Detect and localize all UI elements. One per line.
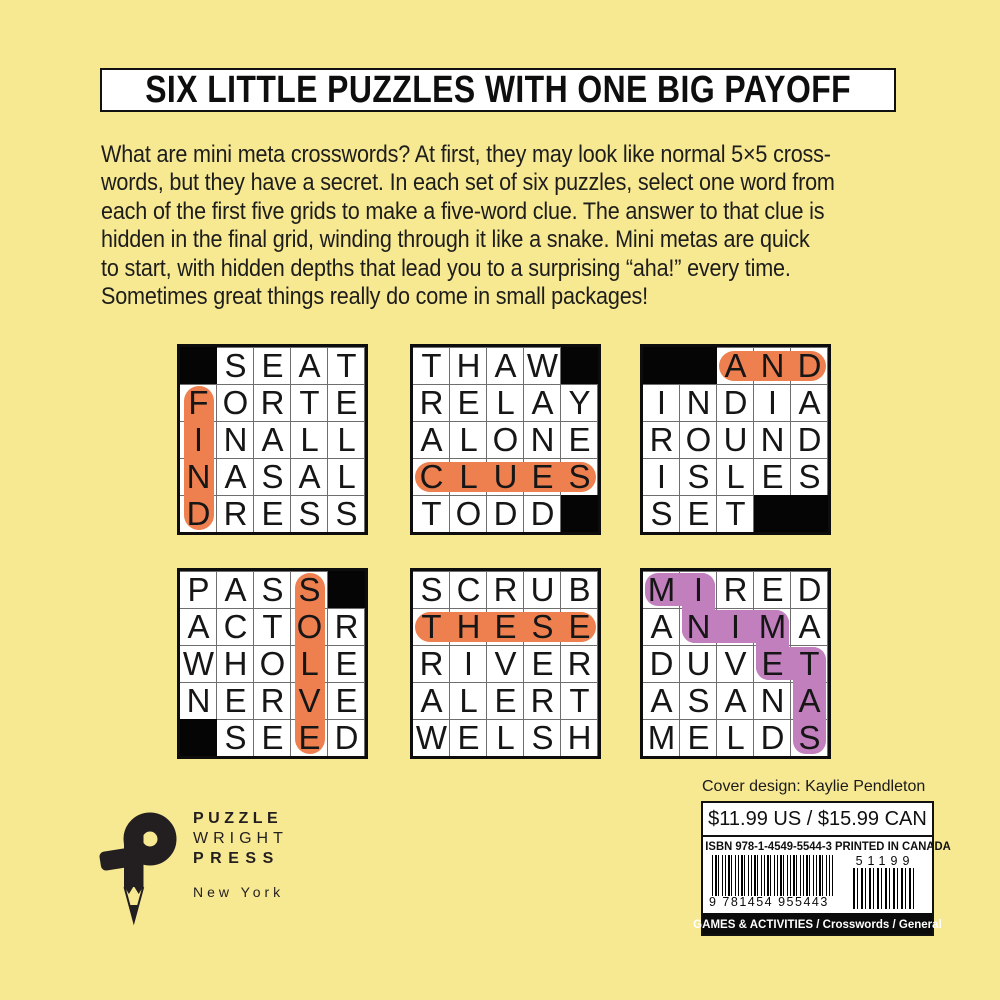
grid-letter: D [797, 346, 822, 384]
grid-letter: E [494, 681, 517, 719]
grid-letter: N [186, 457, 211, 495]
grid-letter: A [298, 457, 321, 495]
grid-letter: S [224, 346, 247, 384]
grid-letter: A [494, 346, 517, 384]
addon-barcode-digits: 51199 [855, 854, 915, 868]
grid-letter: H [567, 718, 592, 756]
grid-letter: O [455, 494, 482, 532]
grid-letter: A [420, 420, 443, 458]
grid-letter: O [222, 383, 249, 421]
grid-letter: E [335, 383, 358, 421]
grid-letter: O [259, 644, 286, 682]
grid-letter: L [337, 457, 356, 495]
grid-letter: L [459, 457, 478, 495]
grid-letter: R [567, 644, 592, 682]
grid-letter: A [798, 681, 821, 719]
grid-letter: O [685, 420, 712, 458]
grid-letter: E [531, 644, 554, 682]
grid-letter: E [457, 718, 480, 756]
grid-letter: P [187, 570, 210, 608]
grid-letter: N [760, 420, 785, 458]
grid-letter: W [526, 346, 559, 384]
grid-letter: A [724, 681, 747, 719]
grid-letter: T [569, 681, 590, 719]
grid-letter: I [656, 383, 667, 421]
publisher-name-line2: WRIGHT [193, 830, 288, 847]
publisher-name-line1: PUZZLE [193, 810, 283, 827]
crossword-grid-1 [177, 344, 368, 535]
publisher-city: New York [193, 884, 285, 900]
grid-letter: H [223, 644, 248, 682]
pencil-p-logo-icon [98, 797, 188, 927]
black-square [643, 347, 680, 384]
grid-letter: S [420, 570, 443, 608]
grid-letter: A [531, 383, 554, 421]
grid-letter: L [496, 718, 515, 756]
grid-letter: A [224, 570, 247, 608]
grid-letter: D [760, 718, 785, 756]
grid-letter: S [335, 494, 358, 532]
grid-letter: I [767, 383, 778, 421]
grid-letter: E [261, 718, 284, 756]
grid-letter: E [687, 718, 710, 756]
grid-letter: D [797, 420, 822, 458]
grid-letter: T [421, 607, 442, 645]
grid-letter: E [531, 457, 554, 495]
grid-letter: A [724, 346, 747, 384]
grid-letter: I [730, 607, 741, 645]
grid-letter: R [223, 494, 248, 532]
grid-letter: R [649, 420, 674, 458]
grid-letter: R [530, 681, 555, 719]
grid-letter: A [298, 346, 321, 384]
grid-letter: E [761, 644, 784, 682]
intro-line: words, but they have a secret. In each set of six puzzles, select one word from [101, 169, 835, 197]
grid-letter: B [568, 570, 591, 608]
grid-letter: N [186, 681, 211, 719]
grid-letter: A [650, 607, 673, 645]
grid-letter: E [261, 346, 284, 384]
grid-letter: A [650, 681, 673, 719]
grid-letter: E [224, 681, 247, 719]
grid-letter: N [686, 607, 711, 645]
grid-letter: Y [568, 383, 591, 421]
grid-letter: F [188, 383, 209, 421]
black-square [754, 495, 791, 532]
grid-letter: A [187, 607, 210, 645]
black-square [680, 347, 717, 384]
grid-letter: M [647, 570, 676, 608]
intro-line: each of the first five grids to make a five-word clue. The answer to that clue is [101, 197, 825, 225]
grid-letter: S [687, 457, 710, 495]
grid-letter: T [336, 346, 357, 384]
crossword-grid-3 [640, 344, 831, 535]
grid-letter: I [693, 570, 704, 608]
black-square [791, 495, 828, 532]
grid-letter: L [300, 420, 319, 458]
grid-letter: R [419, 383, 444, 421]
grid-letter: U [723, 420, 748, 458]
price-text: $11.99 US / $15.99 CAN [703, 803, 932, 837]
grid-letter: I [463, 644, 474, 682]
grid-letter: S [531, 718, 554, 756]
title-banner [100, 68, 896, 112]
grid-letter: T [421, 346, 442, 384]
grid-letter: O [296, 607, 323, 645]
grid-letter: D [797, 570, 822, 608]
grid-letter: C [419, 457, 444, 495]
grid-letter: C [223, 607, 248, 645]
publisher-name-line3: PRESS [193, 850, 280, 867]
grid-letter: A [261, 420, 284, 458]
price-barcode-box [693, 801, 951, 936]
grid-letter: S [568, 457, 591, 495]
grid-letter: A [798, 383, 821, 421]
intro-paragraph [101, 141, 911, 311]
grid-letter: E [687, 494, 710, 532]
intro-line: What are mini meta crosswords? At first, they may look like normal 5×5 cross- [101, 141, 831, 168]
grid-letter: N [760, 346, 785, 384]
grid-letter: T [799, 644, 820, 682]
grid-letter: L [459, 420, 478, 458]
grid-letter: E [261, 494, 284, 532]
grid-letter: T [421, 494, 442, 532]
grid-letter: H [456, 607, 481, 645]
crossword-grid-2 [410, 344, 601, 535]
black-square [561, 495, 598, 532]
grid-letter: A [798, 607, 821, 645]
category-text: GAMES & ACTIVITIES / Crosswords / General [693, 916, 942, 931]
grid-letter: H [456, 346, 481, 384]
grid-letter: N [686, 383, 711, 421]
intro-line: hidden in the final grid, winding through it like a snake. Mini metas are quick [101, 226, 810, 254]
black-square [180, 347, 217, 384]
isbn-text: ISBN 978-1-4549-5544-3 PRINTED IN CANADA [705, 841, 951, 853]
grid-letter: S [298, 570, 321, 608]
grid-letter: L [337, 420, 356, 458]
grid-letter: N [760, 681, 785, 719]
grid-letter: R [419, 644, 444, 682]
grid-letter: I [193, 420, 204, 458]
grid-letter: E [568, 420, 591, 458]
grid-letter: D [649, 644, 674, 682]
black-square [180, 719, 217, 756]
grid-letter: E [335, 681, 358, 719]
grid-letter: E [457, 383, 480, 421]
grid-letter: S [298, 494, 321, 532]
grid-letter: S [224, 718, 247, 756]
category-band [693, 913, 942, 934]
grid-letter: D [493, 494, 518, 532]
grid-letter: S [798, 718, 821, 756]
crossword-grid-4 [177, 568, 368, 759]
grid-letter: L [726, 718, 745, 756]
ean-barcode-digits: 9 781454 955443 [709, 895, 829, 909]
grid-letter: E [761, 457, 784, 495]
cover-design-credit: Cover design: Kaylie Pendleton [702, 778, 926, 795]
grid-letter: S [531, 607, 554, 645]
grid-letter: E [761, 570, 784, 608]
grid-letter: C [456, 570, 481, 608]
grid-letter: L [459, 681, 478, 719]
grid-letter: E [568, 607, 591, 645]
grid-letter: R [260, 681, 285, 719]
grid-letter: N [530, 420, 555, 458]
black-square [328, 571, 365, 608]
grid-letter: R [334, 607, 359, 645]
grid-letter: T [725, 494, 746, 532]
grid-letter: O [492, 420, 519, 458]
grid-letter: S [261, 570, 284, 608]
grid-letter: M [758, 607, 787, 645]
grid-letter: U [530, 570, 555, 608]
addon-barcode [853, 868, 917, 909]
grid-letter: D [334, 718, 359, 756]
grid-letter: W [415, 718, 448, 756]
grid-letter: T [299, 383, 320, 421]
grid-letter: D [186, 494, 211, 532]
grid-letter: U [493, 457, 518, 495]
grid-letter: L [726, 457, 745, 495]
grid-letter: M [647, 718, 676, 756]
grid-letter: V [298, 681, 321, 719]
grid-letter: E [335, 644, 358, 682]
grid-letter: R [493, 570, 518, 608]
grid-letter: S [798, 457, 821, 495]
grid-letter: L [496, 383, 515, 421]
intro-line: to start, with hidden depths that lead you to a surprising “aha!” every time. [101, 254, 791, 282]
grid-letter: A [224, 457, 247, 495]
crossword-grid-6 [640, 568, 831, 759]
grid-letter: D [530, 494, 555, 532]
grid-letter: R [723, 570, 748, 608]
grid-letter: E [298, 718, 321, 756]
grid-letter: T [262, 607, 283, 645]
grid-letter: I [656, 457, 667, 495]
grid-letter: R [260, 383, 285, 421]
grid-letter: U [686, 644, 711, 682]
grid-letter: E [494, 607, 517, 645]
grid-letter: V [494, 644, 517, 682]
grid-letter: W [182, 644, 215, 682]
grid-letter: V [724, 644, 747, 682]
grid-letter: A [420, 681, 443, 719]
ean-barcode [712, 855, 833, 896]
grid-letter: S [650, 494, 673, 532]
grid-letter: D [723, 383, 748, 421]
banner-title: SIX LITTLE PUZZLES WITH ONE BIG PAYOFF [145, 68, 851, 111]
grid-letter: L [300, 644, 319, 682]
grid-letter: S [687, 681, 710, 719]
crossword-grid-5 [410, 568, 601, 759]
grid-letter: N [223, 420, 248, 458]
intro-line: Sometimes great things really do come in small packages! [101, 283, 648, 311]
black-square [561, 347, 598, 384]
grid-letter: S [261, 457, 284, 495]
